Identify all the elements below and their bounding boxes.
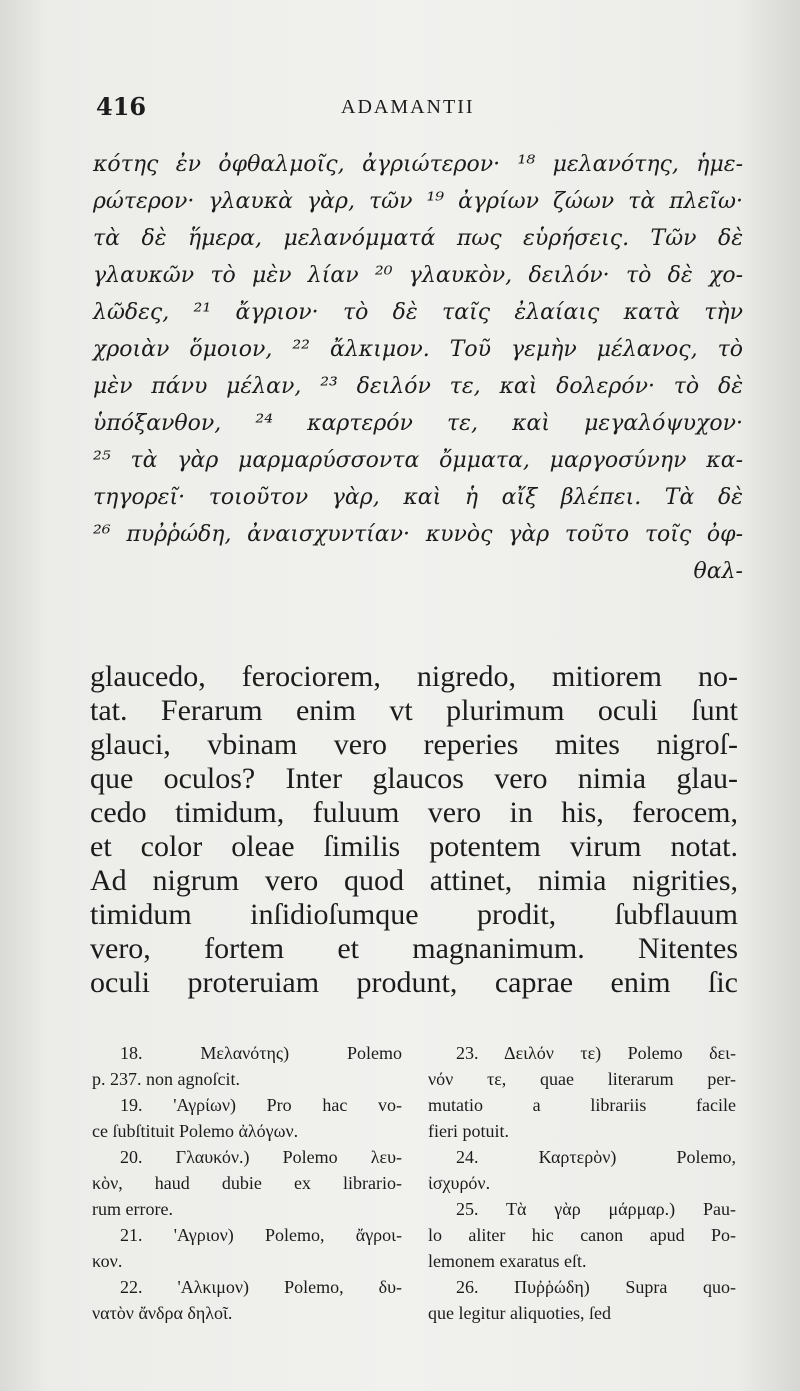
footnote-continuation-line: p. 237. non agnoſcit. [92, 1069, 240, 1089]
latin-text-line: et color oleae ſimilis potentem virum notat. [90, 830, 738, 863]
footnote-first-line: 23. Δειλόν τε) Polemo δει- [456, 1043, 736, 1063]
footnote-continuation-line: κον. [92, 1251, 123, 1271]
footnote-continuation-line: lemonem exaratus eſt. [428, 1251, 587, 1271]
latin-text-line: oculi proteruiam produnt, caprae enim ſic [90, 966, 738, 999]
footnote-continuation-line: ce ſubſtituit Polemo ἀλόγων. [92, 1121, 299, 1141]
greek-text-line: ρώτερον· γλαυκὰ γὰρ, τῶν ¹⁹ ἀγρίων ζώων τὰ πλεῖω· [93, 189, 743, 214]
footnote-first-line: 19. 'Αγρίων) Pro hac vo- [120, 1095, 402, 1115]
greek-text-line: ²⁵ τὰ γὰρ μαρμαρύσσοντα ὄμματα, μαργοσύνην κα- [93, 448, 743, 473]
running-head: ADAMANTII [341, 96, 475, 118]
footnote-continuation-line: κὸν, haud dubie ex librario- [92, 1173, 402, 1193]
footnote [92, 1274, 402, 1326]
footnote-first-line: 24. Καρτερὸν) Polemo, [456, 1147, 736, 1167]
latin-text-line: Ad nigrum vero quod attinet, nimia nigrities, [90, 864, 738, 897]
latin-text-line: timidum inſidioſumque prodit, ſubflauum [90, 898, 738, 931]
greek-text-line: ὑπόξανθον, ²⁴ καρτερόν τε, καὶ μεγαλόψυχον· [93, 411, 743, 436]
latin-text-line: glauci, vbinam vero reperies mites nigroſ- [90, 728, 738, 761]
footnote [92, 1040, 402, 1092]
page-number: 416 [96, 92, 147, 121]
greek-text-line: κότης ἐν ὀφθαλμοῖς, ἀγριώτερον· ¹⁸ μελανότης, ἡμε- [93, 152, 743, 177]
footnotes-left-column [92, 1040, 402, 1326]
greek-text-line: ²⁶ πυῤῥώδη, ἀναισχυντίαν· κυνὸς γὰρ τοῦτο τοῖς ὀφ- [93, 522, 743, 547]
latin-text-line: vero, fortem et magnanimum. Nitentes [90, 932, 738, 965]
footnote-continuation-line: ἰσχυρόν. [428, 1173, 491, 1193]
latin-translation-block [90, 660, 738, 1000]
footnote [92, 1222, 402, 1274]
greek-text-line: τὰ δὲ ἥμερα, μελανόμματά πως εὑρήσεις. Τῶν δὲ [93, 226, 743, 251]
greek-text-line: μὲν πάνυ μέλαν, ²³ δειλόν τε, καὶ δολερόν· τὸ δὲ [93, 374, 743, 399]
latin-text-line: tat. Ferarum enim vt plurimum oculi ſunt [90, 694, 738, 727]
footnote-continuation-line: que legitur aliquoties, ſed [428, 1303, 611, 1323]
footnote [428, 1040, 736, 1144]
footnote-first-line: 26. Πυῤῥώδη) Supra quo- [456, 1277, 736, 1297]
footnote-continuation-line: rum errore. [92, 1199, 173, 1219]
greek-text-line: λῶδες, ²¹ ἄγριον· τὸ δὲ ταῖς ἐλαίαις κατὰ τὴν [93, 300, 743, 325]
greek-text-block [93, 146, 743, 590]
footnote [428, 1274, 736, 1326]
footnote-continuation-line: νατὸν ἄνδρα δηλοῖ. [92, 1303, 233, 1323]
greek-text-line: θαλ- [693, 559, 743, 584]
footnote-first-line: 25. Τὰ γὰρ μάρμαρ.) Pau- [456, 1199, 736, 1219]
page-header [96, 92, 736, 132]
footnotes-right-column [428, 1040, 736, 1326]
greek-text-line: τηγορεῖ· τοιοῦτον γὰρ, καὶ ἡ αἴξ βλέπει. Τὰ δὲ [93, 485, 743, 510]
footnote-first-line: 20. Γλαυκόν.) Polemo λευ- [120, 1147, 402, 1167]
footnote [92, 1144, 402, 1222]
latin-text-line: glaucedo, ferociorem, nigredo, mitiorem no- [90, 660, 738, 693]
greek-text-line: χροιὰν ὅμοιον, ²² ἄλκιμον. Τοῦ γεμὴν μέλανος, τὸ [93, 337, 743, 362]
latin-text-line: cedo timidum, fuluum vero in his, ferocem, [90, 796, 738, 829]
footnote-continuation-line: fieri potuit. [428, 1121, 509, 1141]
latin-text-line: que oculos? Inter glaucos vero nimia glau- [90, 762, 738, 795]
footnote-continuation-line: νόν τε, quae literarum per- [428, 1069, 736, 1089]
footnote [92, 1092, 402, 1144]
footnote-first-line: 18. Μελανότης) Polemo [120, 1043, 402, 1063]
footnote-first-line: 22. 'Αλκιμον) Polemo, δυ- [120, 1277, 402, 1297]
greek-text-line: γλαυκῶν τὸ μὲν λίαν ²⁰ γλαυκὸν, δειλόν· τὸ δὲ χο- [93, 263, 743, 288]
footnote-continuation-line: mutatio a librariis facile [428, 1095, 736, 1115]
footnote-first-line: 21. 'Αγριον) Polemo, ἄγροι- [120, 1225, 402, 1245]
footnote [428, 1196, 736, 1274]
footnote [428, 1144, 736, 1196]
footnote-continuation-line: lo aliter hic canon apud Po- [428, 1225, 736, 1245]
